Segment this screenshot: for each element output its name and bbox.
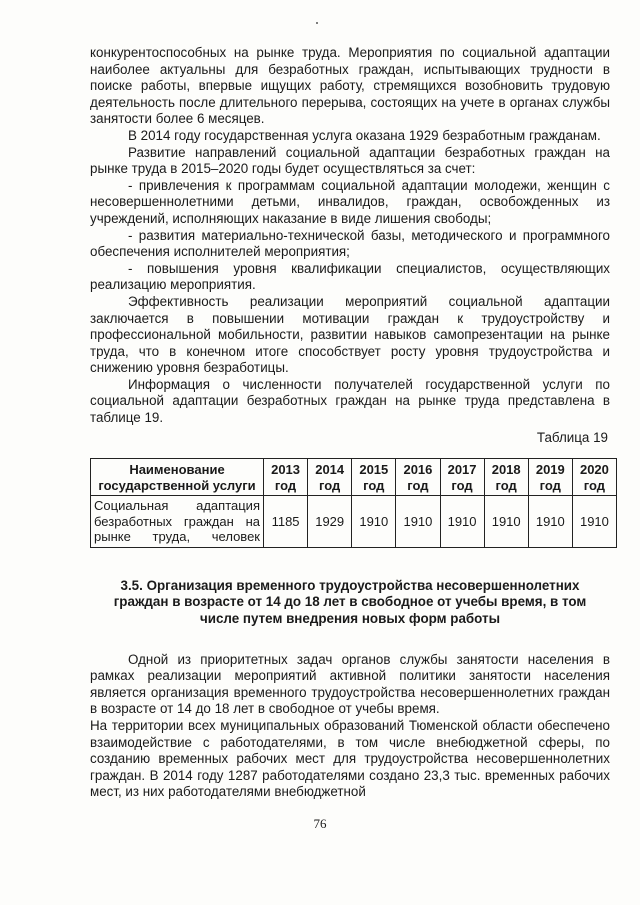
table-header-year: 2020 год <box>572 459 616 496</box>
table-cell-value: 1910 <box>352 496 396 548</box>
table-header-row <box>91 459 617 496</box>
table-header-year: 2018 год <box>484 459 528 496</box>
table-header-year: 2016 год <box>396 459 440 496</box>
table-row <box>91 496 617 548</box>
table-header-year: 2019 год <box>528 459 572 496</box>
table-cell-value: 1929 <box>308 496 352 548</box>
paragraph: На территории всех муниципальных образований Тюменской области обеспечено взаимодействие с работодателями, в том числе внебюджетной сферы, по созданию временных рабочих мест для трудоустройства несовершеннолетних граждан. В 2014 году 1287 работодателями создано 23,3 тыс. временных рабочих мест, из них работодателями внебюджетной <box>90 717 610 800</box>
table-cell-value: 1910 <box>440 496 484 548</box>
scan-speck <box>316 22 318 24</box>
page-content <box>90 45 610 801</box>
paragraph: В 2014 году государственная услуга оказана 1929 безработным гражданам. <box>128 127 601 143</box>
page-number: 76 <box>313 816 327 831</box>
table-header-name: Наименование государственной услуги <box>91 459 264 496</box>
table-caption: Таблица 19 <box>536 429 608 445</box>
table-cell-value: 1910 <box>572 496 616 548</box>
section-text-block <box>90 652 610 801</box>
paragraph: Одной из приоритетных задач органов службы занятости населения в рамках реализации мероприятий активной политики занятости населения является организация временного трудоустройства несовершеннолетних граждан в возрасте от 14 до 18 лет в свободное от учебы время. <box>90 651 610 717</box>
table-header-year: 2013 год <box>264 459 308 496</box>
table-header-year: 2017 год <box>440 459 484 496</box>
table-header-year: 2014 год <box>308 459 352 496</box>
table-body <box>91 496 617 548</box>
paragraph: Информация о численности получателей государственной услуги по социальной адаптации безработных граждан на рынке труда представлена в таблице 19. <box>90 376 610 426</box>
table-cell-value: 1910 <box>396 496 440 548</box>
table-header-year: 2015 год <box>352 459 396 496</box>
section-title: 3.5. Организация временного трудоустройства несовершеннолетних граждан в возрасте от 14 до 18 лет в свободное от учебы время, в том числе путем внедрения новых форм работы <box>113 577 587 626</box>
table-cell-value: 1910 <box>484 496 528 548</box>
paragraph: - повышения уровня квалификации специалистов, осуществляющих реализацию мероприятия. <box>90 260 610 293</box>
intro-text-block <box>90 45 610 427</box>
table-cell-name: Социальная адаптация безработных граждан на рынке труда, человек <box>91 496 264 548</box>
table-cell-value: 1910 <box>528 496 572 548</box>
paragraph: Эффективность реализации мероприятий социальной адаптации заключается в повышении мотивации граждан к трудоустройству и профессиональной мобильности, развитии навыков самопрезентации на рынке труда, что в конечном итоге способствует росту уровня трудоустройства и снижению уровня безработицы. <box>90 293 610 376</box>
paragraph: Развитие направлений социальной адаптации безработных граждан на рынке труда в 2015–2020 годы будет осуществляться за счет: <box>90 144 610 177</box>
paragraph: - привлечения к программам социальной адаптации молодежи, женщин с несовершеннолетними детьми, инвалидов, граждан, освобожденных из учреждений, исполняющих наказание в виде лишения свободы; <box>90 177 610 226</box>
paragraph: конкурентоспособных на рынке труда. Мероприятия по социальной адаптации наиболее актуальны для безработных граждан, испытывающих трудности в поиске работы, впервые ищущих работу, стремящихся возобновить трудовую деятельность после длительного перерыва, состоящих на учете в органах службы занятости более 6 месяцев. <box>90 45 610 127</box>
paragraph: - развития материально-технической базы, методического и программного обеспечения исполнителей мероприятия; <box>90 227 610 260</box>
services-table <box>90 458 617 548</box>
table-cell-value: 1185 <box>264 496 308 548</box>
